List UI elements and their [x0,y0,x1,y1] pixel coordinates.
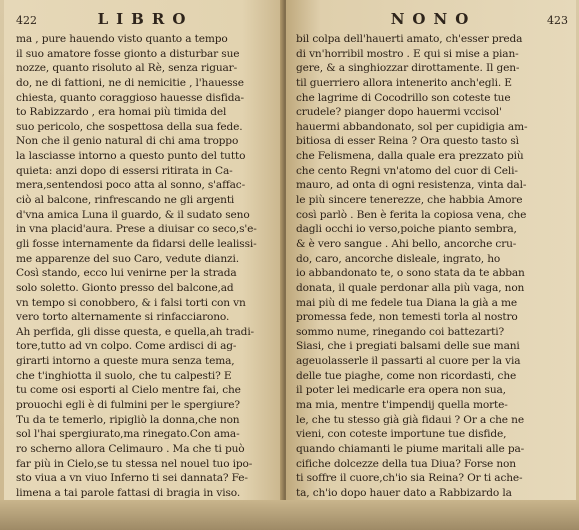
text-line: le più sincere tenerezze, che habbia Amore [296,194,523,207]
text-line: do, ne di fattioni, ne di nemicitie , l'hauesse [16,76,244,89]
left-page-text [16,32,278,515]
text-line: ro scherno allora Celimauro . Ma che ti può [16,442,245,455]
text-line: suo pericolo, che sospettosa della sua fede. [16,120,243,133]
text-line: solo soletto. Gionto presso del balcone,ad [16,281,234,294]
text-line: crudele? pianger dopo hauermi vccisol' [296,106,502,119]
text-line: & è vero sangue . Ahi bello, ancorche cru- [296,237,517,250]
text-line: Siasi, che i pregiati balsami delle sue mani [296,340,520,353]
text-line: ageuolasserle il passarti al cuore per la via [296,355,521,368]
text-line: far più in Cielo,se tu stessa nel nouel tuo ipo- [16,457,253,470]
text-line: Ah perfida, gli disse questa, e quella,ah tradi- [16,325,254,338]
text-line: che lagrime di Cocodrillo son coteste tue [296,91,511,104]
text-line: quieta: anzi dopo di essersi ritirata in Ca- [16,164,233,177]
right-page-number: 423 [547,14,568,27]
left-page-header [16,10,278,30]
text-line: sto viua a vn viuo Inferno ti sei dannata? Fe- [16,472,248,485]
text-line: gere, & a singhiozzar dirottamente. Il gen- [296,62,520,75]
text-line: tu come osi esporti al Cielo mentre fai, che [16,384,241,397]
left-page-number: 422 [16,14,37,27]
text-line: me apparenze del suo Caro, vedute dianzi. [16,252,239,265]
text-line: ta, ch'io dopo hauer dato a Rabbizardo la [296,486,512,499]
text-line: io abbandonato te, o sono stata da te abban [296,267,525,280]
text-line: che t'inghiotta il suolo, che tu calpesti? E [16,369,232,382]
text-line: sommo nume, rinegando coi battezarti? [296,325,505,338]
text-line: prouochi egli è di fulmini per le spergiure? [16,399,240,412]
text-line: di vn'horribil mostro . E qui si mise a pian- [296,47,519,60]
text-line: chiesta, quanto coraggioso hauesse disfida- [16,91,244,104]
text-line: girarti intorno a queste mura senza tema, [16,355,235,368]
text-line: sol l'hai spergiurato,ma rinegato.Con ama- [16,428,240,441]
text-line: le, che tu stesso già già fidaui ? Or a che ne [296,413,524,426]
text-line: delle tue piaghe, come non ricordasti, che [296,369,517,382]
right-page [286,0,576,500]
text-line: il poter lei medicarle era opera non sua, [296,384,506,397]
text-line: donata, il quale perdonar alla più vaga, non [296,281,525,294]
text-line: gli fosse internamente da fidarsi delle lealissi- [16,237,257,250]
text-line: così parlò . Ben è ferita la copiosa vena, che [296,208,527,221]
text-line: ma , pure hauendo visto quanto a tempo [16,33,228,45]
text-line: Così stando, ecco lui venirne per la strada [16,267,237,280]
text-line: bitiosa di esser Reina ? Ora questo tasto sì [296,135,519,148]
text-line: vieni, con coteste importune tue disfide, [296,428,507,441]
right-page-header [296,10,568,30]
left-page [4,0,284,500]
text-line: il suo amatore fosse gionto a disturbar sue [16,47,240,60]
text-line: Non che il genio natural di chi ama troppo [16,135,239,148]
right-page-text [296,32,568,515]
text-line: ciò al balcone, rinfrescando ne gli argenti [16,194,235,207]
text-line: hauermi abbandonato, sol per cupidigia am- [296,120,528,133]
text-line: promessa fede, non temesti torla al nostro [296,311,518,324]
text-line: ti soffre il cuore,ch'io sia Reina? Or ti ache- [296,472,523,485]
text-line: in vna placid'aura. Prese a diuisar co seco,s'e- [16,223,257,236]
book-bottom-edge [0,500,579,530]
text-line: mera,sentendosi poco atta al sonno, s'affac- [16,179,246,192]
text-line: limena a tai parole fattasi di bragia in viso. [16,486,241,499]
text-line: nozze, quanto risoluto al Rè, senza riguar- [16,62,238,75]
text-line: vero torto alternamente si rinfacciarono. [16,311,230,324]
text-line: cifiche dolcezze della tua Diua? Forse non [296,457,516,470]
text-line: to Rabizzardo , era homai più timida del [16,106,227,119]
text-line: bil colpa dell'hauerti amato, ch'esser preda [296,33,523,45]
text-line: vn tempo si conobbero, & i falsi torti con vn [16,296,246,309]
left-running-head: LIBRO [97,10,194,28]
text-line: d'vna amica Luna il guardo, & il sudato seno [16,208,250,221]
text-line: che Felismena, dalla quale era prezzato più [296,150,524,163]
text-line: che cento Regni vn'atomo del cuor di Celi- [296,164,518,177]
text-line: dagli occhi io verso,poiche pianto sembra, [296,223,517,236]
text-line: quando chiamanti le piume maritali alle pa- [296,442,525,455]
text-line: mai più di me fedele tua Diana la già a me [296,296,518,309]
text-line: til guerriero allora intenerito anch'egli. E [296,76,512,89]
text-line: mauro, ad onta di ogni resistenza, vinta dal- [296,179,527,192]
text-line: la lasciasse intorno a questo punto del tutto [16,150,246,163]
text-line: ma mia, mentre t'impendij quella morte- [296,399,508,412]
text-line: Tu da te temerlo, ripigliò la donna,che non [16,413,240,426]
text-line: do, caro, ancorche disleale, ingrato, ho [296,252,501,265]
right-running-head: NONO [390,10,477,28]
text-line: tore,tutto ad vn colpo. Come ardisci di ag- [16,340,237,353]
